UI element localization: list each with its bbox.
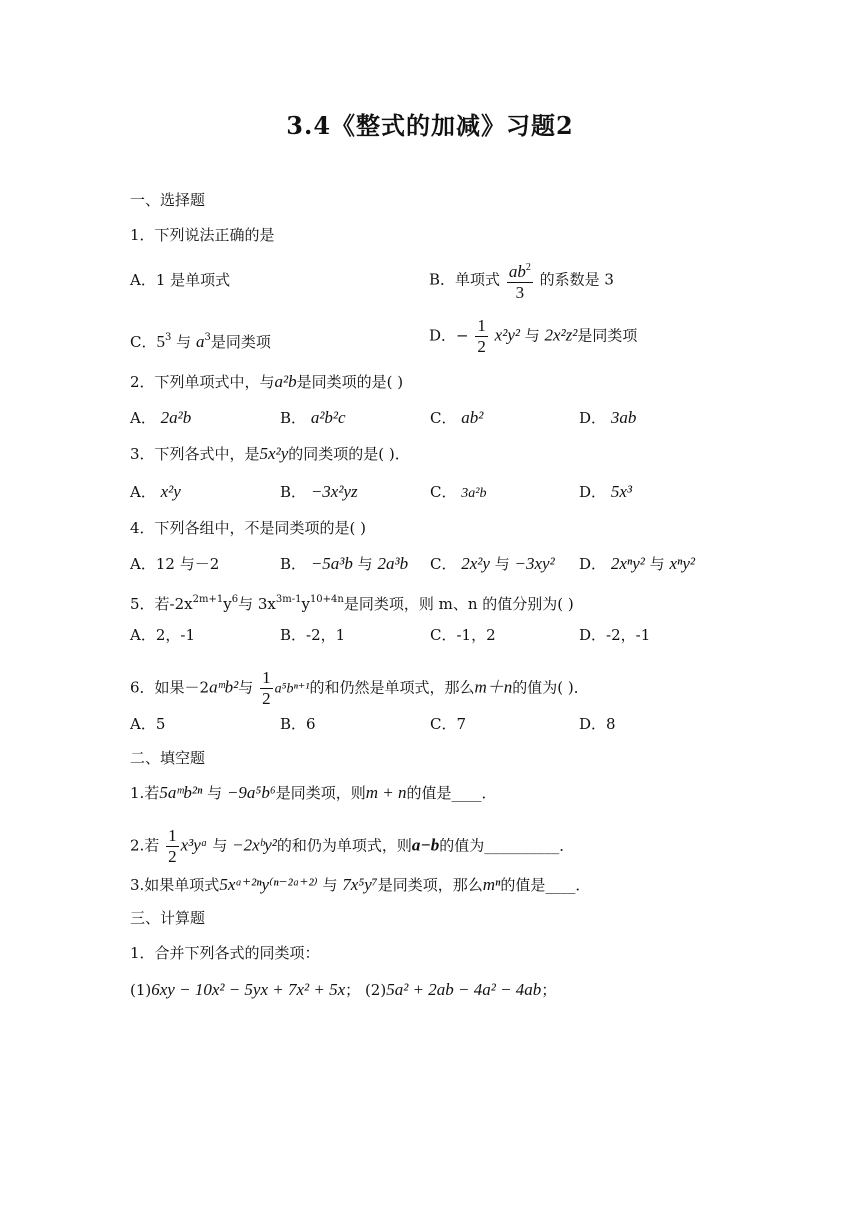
calc-part2-label: (2) [364, 981, 387, 999]
calc-part2-expression: 5a² + 2ab − 4a² − 4ab [386, 980, 542, 999]
q6-stem-prefix: 6．如果－2 [130, 678, 210, 697]
q6-mid: 与 [238, 678, 254, 697]
f3-term1: 5xᵃ⁺²ⁿy⁽ⁿ⁻²ᵃ⁺²⁾ [219, 875, 318, 894]
q1-option-b [429, 258, 614, 303]
q6-stem-suffix1: 的和仍然是单项式，那么 [309, 678, 475, 697]
f1-term1: 5aᵐb²ⁿ [159, 783, 203, 802]
q2-option-c: C． ab² [430, 408, 484, 427]
question-6-options [130, 714, 770, 734]
question-5-options [130, 625, 770, 645]
q1-b-numerator-exp: 2 [525, 262, 531, 273]
calc-part1-label: (1) [130, 981, 152, 999]
q3-stem-term: 5x²y [259, 444, 289, 463]
question-6-stem [130, 668, 589, 709]
q5-stem-prefix: 5．若-2x [130, 595, 193, 613]
q5-mid1: y [223, 595, 232, 613]
f2-mid: 与 [212, 836, 228, 855]
q1-b-denominator: 3 [515, 283, 525, 302]
q4-option-d: D． 2xⁿy² 与 xⁿy² [579, 554, 695, 573]
q2-option-b: B． a²b²c [280, 408, 346, 427]
q4-option-b: B． −5a³b 与 2a³b [280, 554, 409, 573]
question-4-options [130, 554, 770, 574]
q1-c-exp2: 3 [204, 332, 211, 343]
f2-end: 的值为__________． [439, 836, 575, 855]
question-1-options-cd [130, 316, 638, 356]
f1-term2: −9a⁵b⁶ [226, 783, 276, 802]
q1-d-fraction [475, 316, 488, 357]
q6-numerator: 1 [262, 668, 271, 687]
q6-expression: m＋n [474, 677, 513, 697]
q5-exp3: 3m-1 [275, 594, 302, 605]
q1-c-base2: a [195, 332, 205, 351]
question-1-stem: 1．下列说法正确的是 [130, 226, 275, 244]
f3-prefix: 3.如果单项式 [130, 876, 220, 894]
q4-option-a: A．12 与－2 [130, 555, 220, 573]
q1-c-exp1: 3 [164, 332, 172, 343]
q6-stem-suffix2: 的值为( )． [512, 678, 589, 697]
q1-c-mid: 与 [176, 333, 192, 351]
section-heading-calc: 三、计算题 [130, 909, 206, 927]
question-1-options-ab [130, 262, 614, 302]
q6-option-b: B．6 [280, 715, 316, 733]
question-5-stem [130, 590, 574, 614]
page-title: 3.4《整式的加减》习题2 [286, 111, 574, 140]
q4-option-c: C． 2x²y 与 −3xy² [430, 554, 555, 573]
q3-option-d: D． 5x³ [579, 482, 632, 501]
section-heading-choice: 一、选择题 [130, 191, 206, 209]
q5-stem-suffix: 是同类项，则 m、n 的值分别为( ) [343, 595, 574, 613]
q3-option-b: B． −3x²yz [280, 482, 358, 501]
q1-b-numerator: ab [508, 262, 526, 281]
q1-d-term2: 2x²z² [544, 325, 578, 345]
q1-b-prefix: B．单项式 [429, 270, 501, 289]
question-3-stem [130, 444, 410, 464]
f2-prefix: 2.若 [130, 836, 160, 855]
f3-term2: 7x⁵y⁷ [342, 875, 378, 894]
f1-expression: m + n [365, 783, 407, 802]
q5-exp4: 10+4n [309, 594, 344, 605]
q1-option-c [130, 333, 271, 351]
q3-stem-suffix: 的同类项的是( )． [288, 445, 410, 463]
q5-exp1: 2m+1 [192, 594, 224, 605]
fill-question-2 [130, 826, 574, 867]
question-2-stem [130, 372, 403, 392]
q1-b-suffix: 的系数是 3 [539, 270, 614, 289]
q6-term2: a⁵bⁿ⁺¹ [274, 681, 310, 697]
q6-fraction [260, 668, 273, 709]
f3-end: 的值是____． [500, 876, 591, 894]
calc-end: ； [541, 981, 557, 999]
q2-option-d: D． 3ab [579, 408, 637, 427]
q6-option-c: C．7 [430, 715, 467, 733]
q1-c-prefix: C． [130, 333, 157, 351]
q6-term1: aᵐb² [209, 677, 239, 697]
f2-expression: a−b [411, 835, 440, 855]
fill-question-3 [130, 875, 590, 895]
question-4-stem: 4．下列各组中，不是同类项的是( ) [130, 519, 367, 537]
q3-stem-prefix: 3．下列各式中，是 [130, 445, 260, 463]
section-heading-fill: 二、填空题 [130, 749, 206, 767]
q2-stem-prefix: 2．下列单项式中，与 [130, 373, 275, 391]
q1-c-base1: 5 [156, 332, 165, 351]
f3-expression: mⁿ [482, 875, 501, 894]
fill-question-1 [130, 783, 497, 803]
q2-option-a: A． 2a²b [130, 408, 192, 427]
q6-denominator: 2 [262, 689, 271, 708]
q5-option-b: B．-2，1 [280, 626, 346, 644]
f2-fraction [166, 826, 179, 867]
f2-numerator: 1 [168, 826, 177, 845]
q1-d-denominator: 2 [477, 337, 486, 356]
f1-suffix: 是同类项，则 [275, 784, 366, 802]
q1-c-suffix: 是同类项 [210, 333, 271, 351]
q5-option-a: A．2，-1 [130, 626, 195, 644]
f3-suffix: 是同类项，那么 [377, 876, 483, 894]
q5-mid3: y [301, 595, 310, 613]
f1-mid: 与 [207, 784, 223, 802]
q5-mid2: 与 3x [238, 595, 276, 613]
q5-exp2: 6 [231, 594, 239, 605]
calc-question-1-parts [130, 980, 556, 1000]
q5-option-d: D．-2，-1 [579, 626, 651, 644]
q3-option-c: C． 3a²b [430, 483, 487, 501]
q1-option-a: A．1 是单项式 [130, 271, 231, 289]
q1-d-term1: x²y² [494, 325, 520, 345]
question-3-options [130, 482, 770, 502]
calc-part1-expression: 6xy − 10x² − 5yx + 7x² + 5x [151, 980, 346, 999]
q6-option-d: D．8 [579, 715, 616, 733]
question-2-options [130, 408, 770, 428]
q1-d-mid: 与 [524, 326, 540, 345]
f2-term2: −2xᵇy² [232, 835, 277, 855]
f2-suffix: 的和仍为单项式，则 [276, 836, 412, 855]
q1-d-prefix: D．− [429, 326, 469, 345]
f2-denominator: 2 [168, 847, 177, 866]
q5-option-c: C．-1，2 [430, 626, 496, 644]
q2-stem-suffix: 是同类项的是( ) [296, 373, 404, 391]
q3-option-a: A． x²y [130, 482, 181, 501]
q2-stem-term: a²b [274, 372, 297, 391]
f2-term1: x³yᵃ [180, 835, 208, 855]
q1-option-d [429, 316, 637, 357]
q1-d-suffix: 是同类项 [577, 326, 638, 345]
f3-mid: 与 [322, 876, 338, 894]
f1-prefix: 1.若 [130, 784, 160, 802]
q1-d-numerator: 1 [477, 316, 486, 335]
calc-separator: ； [345, 981, 361, 999]
q1-b-fraction [507, 258, 533, 303]
f1-end: 的值是____． [406, 784, 497, 802]
calc-question-1-stem: 1．合并下列各式的同类项： [130, 944, 320, 962]
q6-option-a: A．5 [130, 715, 166, 733]
